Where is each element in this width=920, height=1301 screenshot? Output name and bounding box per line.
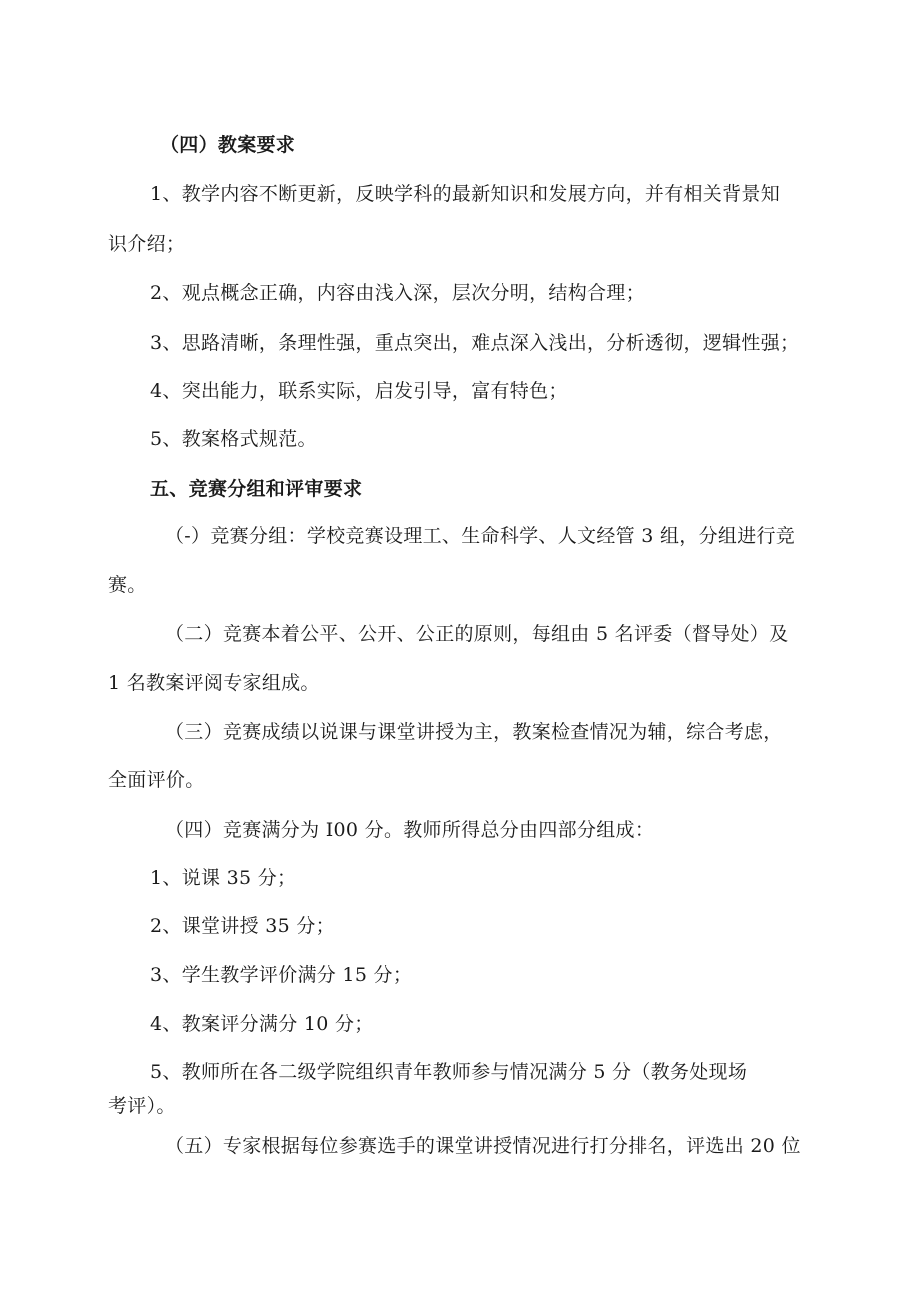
grouping-item-2-line-2: 1 名教案评阅专家组成。	[108, 672, 320, 694]
lesson-plan-item-5: 5、教案格式规范。	[150, 428, 317, 450]
lesson-plan-item-3: 3、思路清晰，条理性强，重点突出，难点深入浅出，分析透彻，逻辑性强；	[150, 332, 800, 354]
lesson-plan-item-2: 2、观点概念正确，内容由浅入深，层次分明，结构合理；	[150, 282, 645, 304]
grouping-item-3-line-1: （三）竞赛成绩以说课与课堂讲授为主，教案检查情况为辅，综合考虑，	[165, 721, 783, 743]
score-item-5-line-2: 考评）。	[108, 1095, 176, 1117]
score-item-2: 2、课堂讲授 35 分；	[150, 915, 335, 937]
grouping-item-1-line-2: 赛。	[108, 574, 147, 596]
grouping-item-4: （四）竞赛满分为 I00 分。教师所得总分由四部分组成：	[165, 819, 655, 841]
grouping-item-1-line-1: （-）竞赛分组：学校竞赛设理工、生命科学、人文经管 3 组，分组进行竞	[165, 525, 796, 547]
lesson-plan-item-4: 4、突出能力，联系实际，启发引导，富有特色；	[150, 380, 568, 402]
score-item-1: 1、说课 35 分；	[150, 867, 297, 889]
grouping-item-3-line-2: 全面评价。	[108, 769, 205, 791]
score-item-4: 4、教案评分满分 10 分；	[150, 1013, 374, 1035]
grouping-item-5-line-1: （五）专家根据每位参赛选手的课堂讲授情况进行打分排名，评选出 20 位	[165, 1135, 801, 1157]
lesson-plan-item-1-line-2: 识介绍；	[108, 233, 186, 255]
lesson-plan-item-1-line-1: 1、教学内容不断更新，反映学科的最新知识和发展方向，并有相关背景知	[150, 183, 780, 205]
heading-section-5: 五、竞赛分组和评审要求	[150, 478, 363, 500]
score-item-3: 3、学生教学评价满分 15 分；	[150, 964, 413, 986]
grouping-item-2-line-1: （二）竞赛本着公平、公开、公正的原则，每组由 5 名评委（督导处）及	[165, 623, 789, 645]
heading-lesson-plan-requirements: （四）教案要求	[160, 134, 296, 156]
score-item-5-line-1: 5、教师所在各二级学院组织青年教师参与情况满分 5 分（教务处现场	[150, 1061, 748, 1083]
